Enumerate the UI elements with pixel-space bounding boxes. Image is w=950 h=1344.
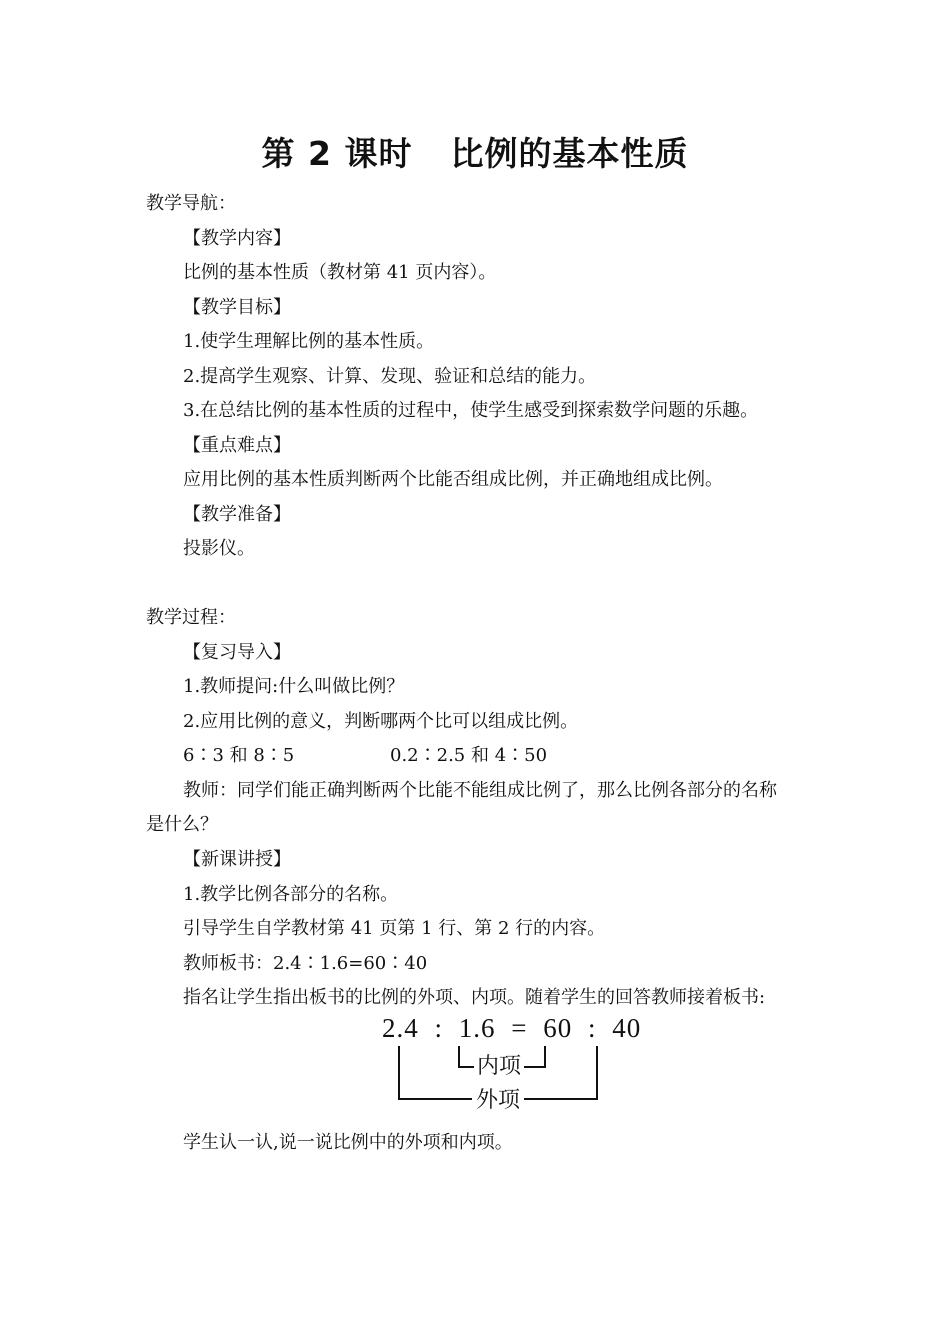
content-tag: 【教学内容】 bbox=[183, 228, 291, 249]
board-text: 教师板书：2.4∶1.6=60∶40 bbox=[183, 953, 428, 974]
prep-tag: 【教学准备】 bbox=[183, 504, 291, 525]
review-item: 1.教师提问:什么叫做比例？ bbox=[183, 676, 405, 697]
key-text: 应用比例的基本性质判断两个比能否组成比例，并正确地组成比例。 bbox=[183, 469, 723, 490]
page-title bbox=[0, 128, 950, 175]
goal-item: 2.提高学生观察、计算、发现、验证和总结的能力。 bbox=[183, 366, 597, 387]
new-tag: 【新课讲授】 bbox=[183, 849, 291, 870]
teacher-question-line2: 是什么？ bbox=[146, 814, 218, 835]
term-b: 1.6 bbox=[458, 1013, 496, 1043]
content-text: 比例的基本性质（教材第 41 页内容）。 bbox=[183, 262, 497, 283]
teacher-question-line1: 教师：同学们能正确判断两个比能不能组成比例了，那么比例各部分的名称 bbox=[183, 780, 777, 801]
colon: : bbox=[588, 1013, 597, 1043]
colon: : bbox=[434, 1013, 444, 1043]
review-item: 2.应用比例的意义，判断哪两个比可以组成比例。 bbox=[183, 711, 579, 732]
proportion-equation bbox=[382, 1013, 641, 1044]
instruction-text: 指名让学生指出板书的比例的外项、内项。随着学生的回答教师接着板书: bbox=[183, 987, 766, 1008]
term-d: 40 bbox=[612, 1013, 642, 1043]
nav-heading: 教学导航： bbox=[146, 193, 236, 214]
goal-item: 1.使学生理解比例的基本性质。 bbox=[183, 331, 435, 352]
outer-terms-label: 外项 bbox=[472, 1083, 524, 1114]
term-a: 2.4 bbox=[382, 1013, 419, 1043]
equals: = bbox=[511, 1013, 528, 1043]
title-topic: 比例的基本性质 bbox=[450, 134, 689, 173]
goal-tag: 【教学目标】 bbox=[183, 297, 291, 318]
key-tag: 【重点难点】 bbox=[183, 435, 291, 456]
proportion-diagram bbox=[372, 1013, 642, 1113]
closing-text: 学生认一认,说一说比例中的外项和内项。 bbox=[183, 1132, 513, 1153]
title-lesson: 第 2 课时 bbox=[261, 134, 413, 173]
new-item: 引导学生自学教材第 41 页第 1 行、第 2 行的内容。 bbox=[183, 918, 606, 939]
process-heading: 教学过程： bbox=[146, 607, 236, 628]
goal-item: 3.在总结比例的基本性质的过程中，使学生感受到探索数学问题的乐趣。 bbox=[183, 400, 759, 421]
ratio-example-a: 6∶3 和 8∶5 bbox=[183, 745, 295, 766]
ratio-example-b: 0.2∶2.5 和 4∶50 bbox=[390, 745, 548, 766]
term-c: 60 bbox=[543, 1013, 573, 1043]
new-item: 1.教学比例各部分的名称。 bbox=[183, 884, 399, 905]
review-tag: 【复习导入】 bbox=[183, 642, 291, 663]
prep-text: 投影仪。 bbox=[183, 538, 255, 559]
inner-terms-label: 内项 bbox=[474, 1049, 524, 1080]
